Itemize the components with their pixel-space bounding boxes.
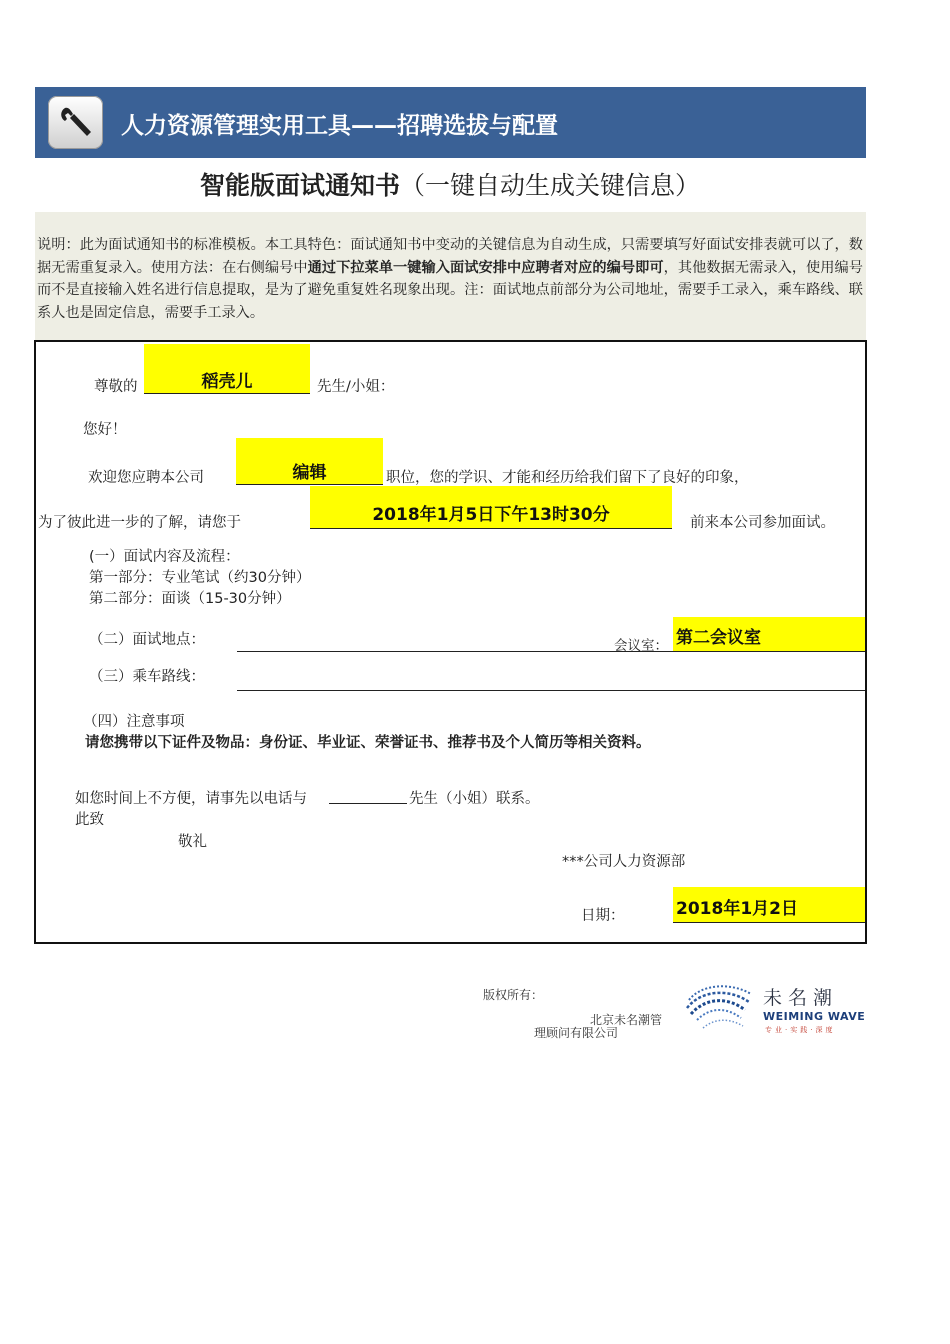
closing-1: 此致: [75, 812, 104, 828]
description-part2: ，其他数据无需录入，使用编号而不是直接输入姓名进行信息提取，是为了避免重复姓名现象出现。注：面试地点前部分为公司地址，需要手工录入，乘车路线、联系人也是固定信息，需要手工录入。: [37, 259, 863, 321]
section2-label: （二）面试地点：: [89, 632, 205, 648]
welcome-prefix: 欢迎您应聘本公司: [88, 470, 204, 486]
date-label: 日期：: [581, 908, 625, 924]
description-box: [35, 212, 866, 340]
address-line: [237, 651, 673, 652]
section1-part1: 第一部分：专业笔试（约30分钟）: [89, 570, 311, 586]
description-text: [37, 234, 863, 324]
salutation-suffix: 先生/小姐：: [317, 379, 395, 395]
salutation-prefix: 尊敬的: [94, 379, 138, 395]
contact-blank[interactable]: [329, 803, 407, 804]
invite-prefix: 为了彼此进一步的了解，请您于: [38, 515, 241, 531]
section4-text: 请您携带以下证件及物品：身份证、毕业证、荣誉证书、推荐书及个人简历等相关资料。: [85, 735, 651, 751]
logo-english-name: WEIMING WAVE: [763, 1010, 866, 1023]
section3-label: （三）乘车路线：: [89, 669, 205, 685]
logo-chinese-name: 未名潮: [763, 987, 839, 1009]
candidate-name-field[interactable]: 稻壳儿: [144, 344, 310, 394]
header-banner: [35, 87, 866, 158]
logo-tagline: 专业·实践·深度: [765, 1026, 836, 1034]
document-title-bold: 智能版面试通知书: [199, 171, 400, 200]
section1-part2: 第二部分：面谈（15-30分钟）: [89, 591, 291, 607]
room-label: 会议室：: [614, 638, 668, 654]
date-value: 2018年1月2日: [676, 899, 798, 919]
description-bold: 通过下拉菜单一键输入面试安排中应聘者对应的编号即可: [307, 259, 664, 276]
welcome-suffix: 职位，您的学识、才能和经历给我们留下了良好的印象，: [386, 470, 749, 486]
signature: ***公司人力资源部: [562, 854, 686, 870]
wave-logo-icon: [683, 980, 761, 1038]
copyright-label: 版权所有：: [483, 988, 544, 1002]
document-title: [0, 166, 900, 202]
contact-prefix: 如您时间上不方便，请事先以电话与: [75, 791, 307, 807]
date-field[interactable]: [673, 887, 865, 923]
room-field[interactable]: [673, 617, 865, 652]
interview-letter: [34, 340, 867, 944]
interview-time-field[interactable]: 2018年1月5日下午13时30分: [310, 486, 672, 529]
section1-title: (一）面试内容及流程：: [89, 549, 240, 565]
banner-title: 人力资源管理实用工具——招聘选拔与配置: [121, 113, 558, 139]
company-line1: 北京未名潮管: [590, 1013, 663, 1027]
contact-suffix: 先生（小姐）联系。: [409, 791, 540, 807]
section4-title: （四）注意事项: [83, 714, 185, 730]
company-logo: [683, 980, 866, 1038]
position-field[interactable]: 编辑: [236, 438, 383, 485]
invite-suffix: 前来本公司参加面试。: [690, 515, 835, 531]
company-line2: 理顾问有限公司: [534, 1026, 619, 1040]
description-part1: 说明：此为面试通知书的标准模板。本工具特色：面试通知书中变动的关键信息为自动生成，只需要填写好面试安排表就可以了，数据无需重复录入。使用方法：在右侧编号中: [37, 237, 863, 276]
closing-2: 敬礼: [178, 834, 207, 850]
wrench-icon: [48, 96, 103, 149]
route-line: [237, 690, 865, 691]
document-title-normal: （一键自动生成关键信息）: [400, 171, 701, 200]
room-value: 第二会议室: [676, 628, 761, 648]
greeting: 您好！: [83, 422, 127, 438]
